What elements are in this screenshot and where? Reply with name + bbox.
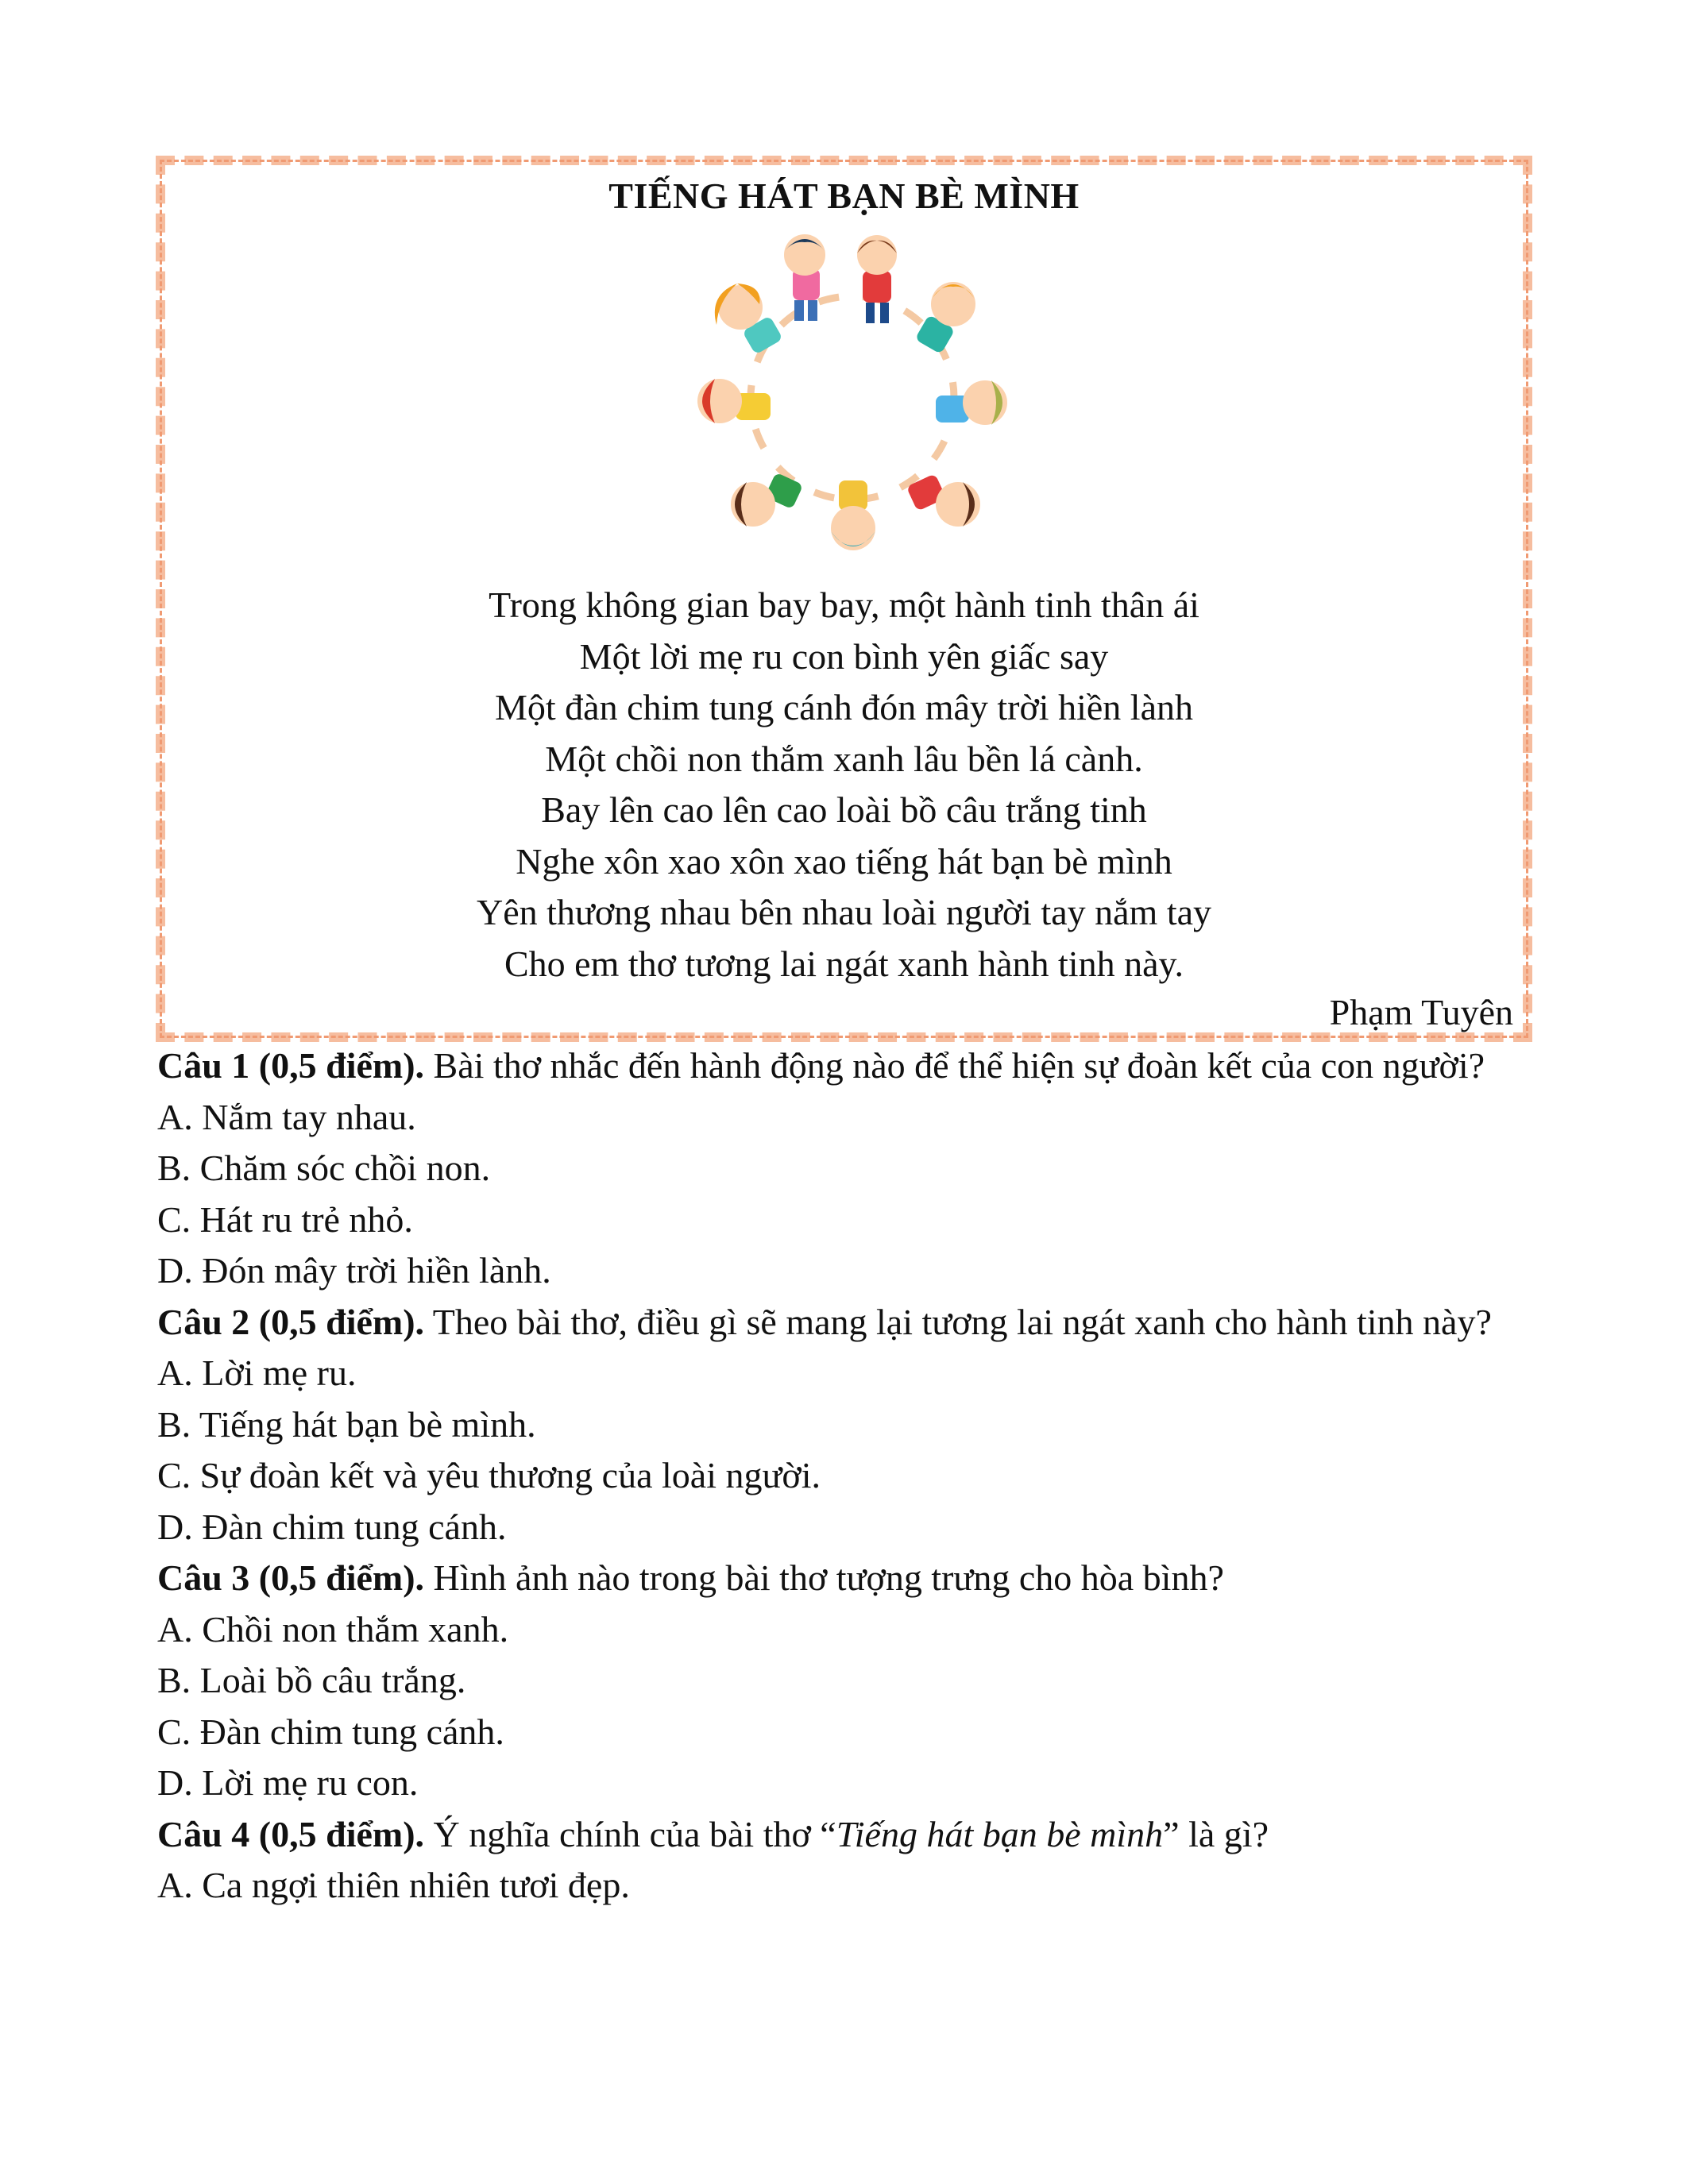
question-2 (157, 1297, 1531, 1349)
question-list (157, 1040, 1531, 1912)
child-figure (857, 235, 897, 323)
poem-line: Nghe xôn xao xôn xao tiếng hát bạn bè mình (516, 840, 1172, 882)
child-figure (697, 379, 771, 423)
question-1 (157, 1040, 1531, 1092)
answer-option: A. Chồi non thắm xanh. (157, 1608, 509, 1650)
answer-option: A. Nắm tay nhau. (157, 1096, 416, 1137)
child-figure (915, 282, 975, 354)
child-figure (936, 380, 1007, 425)
answer-option: C. Hát ru trẻ nhỏ. (157, 1198, 413, 1240)
child-figure (715, 284, 783, 355)
children-circle-illustration (658, 225, 1047, 566)
answer-option: B. Loài bồ câu trắng. (157, 1660, 466, 1700)
child-figure (906, 473, 980, 527)
poem-line: Cho em thơ tương lai ngát xanh hành tinh này. (504, 943, 1184, 984)
question-4 (157, 1809, 1531, 1861)
answer-option: D. Đàn chim tung cánh. (157, 1506, 507, 1547)
poem-author: Phạm Tuyên (1329, 992, 1513, 1032)
answer-option: C. Đàn chim tung cánh. (157, 1711, 504, 1752)
poem-line: Yên thương nhau bên nhau loài người tay nắm tay (476, 892, 1212, 932)
poem-line: Một lời mẹ ru con bình yên giấc say (579, 635, 1109, 677)
poem-body (165, 580, 1523, 990)
child-figure (731, 473, 803, 527)
poem-frame (156, 156, 1532, 1042)
answer-option: D. Đón mây trời hiền lành. (157, 1250, 551, 1291)
answer-option: D. Lời mẹ ru con. (157, 1762, 419, 1803)
question-text: Bài thơ nhắc đến hành động nào để thể hiện sự đoàn kết của con người? (424, 1045, 1485, 1086)
answer-option: A. Ca ngợi thiên nhiên tươi đẹp. (157, 1865, 630, 1905)
answer-option: B. Tiếng hát bạn bè mình. (157, 1403, 536, 1445)
question-label: Câu 4 (0,5 điểm). (157, 1813, 425, 1854)
question-text: ” là gì? (1163, 1813, 1269, 1854)
answer-option: B. Chăm sóc chồi non. (157, 1148, 491, 1188)
answer-option: A. Lời mẹ ru. (157, 1352, 357, 1393)
question-text: Ý nghĩa chính của bài thơ “ (424, 1813, 836, 1854)
question-label: Câu 1 (0,5 điểm). (157, 1045, 425, 1086)
question-label: Câu 3 (0,5 điểm). (157, 1557, 425, 1598)
child-figure (784, 234, 825, 321)
question-text: Theo bài thơ, điều gì sẽ mang lại tương lai ngát xanh cho hành tinh này? (424, 1301, 1492, 1342)
poem-line: Một chồi non thắm xanh lâu bền lá cành. (545, 738, 1143, 779)
poem-line: Trong không gian bay bay, một hành tinh thân ái (489, 585, 1199, 625)
answer-option: C. Sự đoàn kết và yêu thương của loài người. (157, 1455, 821, 1495)
poem-line: Một đàn chim tung cánh đón mây trời hiền lành (495, 687, 1193, 727)
poem-title-reference: Tiếng hát bạn bè mình (836, 1813, 1164, 1854)
question-text: Hình ảnh nào trong bài thơ tượng trưng cho hòa bình? (424, 1557, 1224, 1598)
poem-line: Bay lên cao lên cao loài bồ câu trắng tinh (541, 789, 1147, 830)
poem-title: TIẾNG HÁT BẠN BÈ MÌNH (608, 176, 1080, 216)
child-figure (831, 480, 875, 550)
question-label: Câu 2 (0,5 điểm). (157, 1301, 425, 1342)
question-3 (157, 1553, 1531, 1604)
